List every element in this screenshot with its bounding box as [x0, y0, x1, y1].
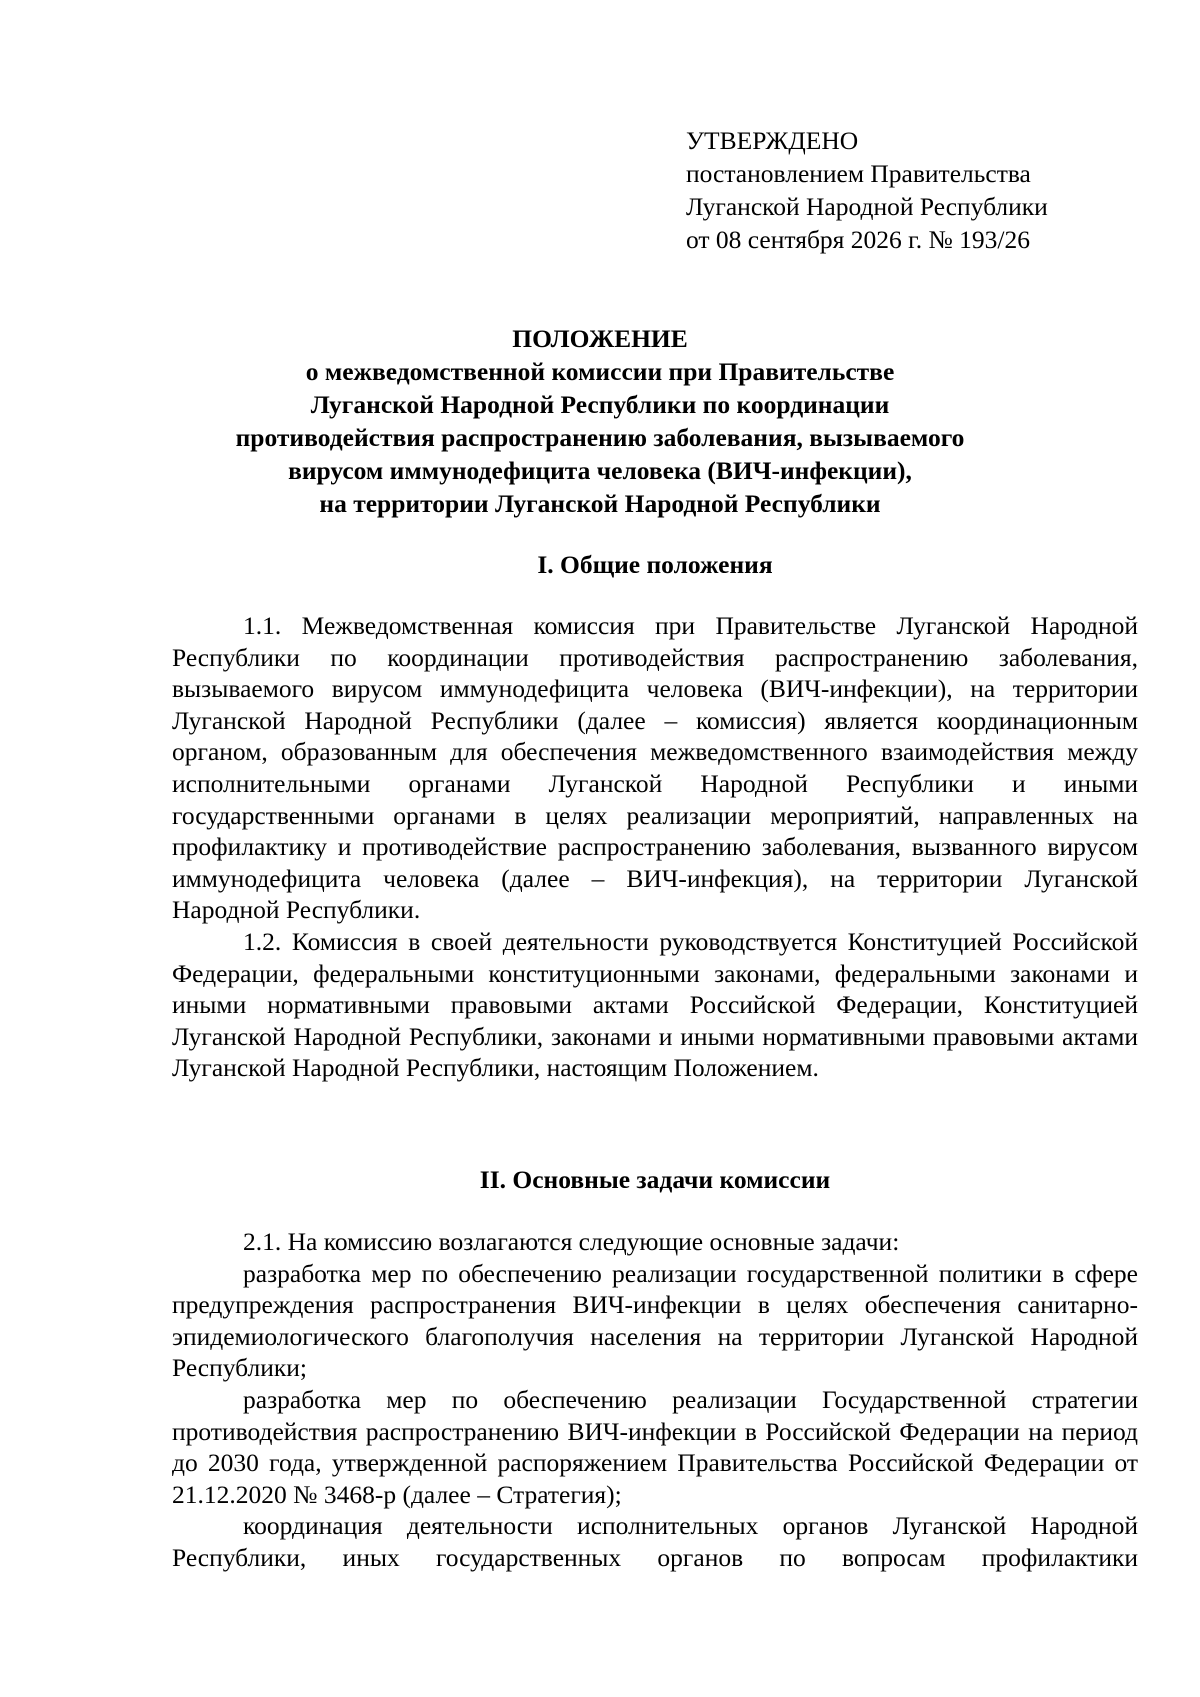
section-1-heading: I. Общие положения — [537, 550, 773, 579]
title-line-4: противодействия распространению заболевания, вызываемого — [235, 423, 965, 452]
paragraph-1-1: 1.1. Межведомственная комиссия при Правительстве Луганской Народной Республики по координации противодействия распространению заболевания, вызываемого вирусом иммунодефицита человека (ВИЧ-инфекции), на территории Луганской Народной Республики (далее – комиссия) является координационным органом, образованным для обеспечения межведомственного взаимодействия между исполнительными органами Луганской Народной Республики и иными государственными органами в целях реализации мероприятий, направленных на профилактику и противодействие распространению заболевания, вызванного вирусом иммунодефицита человека (далее – ВИЧ-инфекция), на территории Луганской Народной Республики. — [172, 611, 1138, 925]
title-line-5: вирусом иммунодефицита человека (ВИЧ-инфекции), — [288, 456, 912, 485]
approval-stamp — [686, 124, 1146, 256]
task-item-2: разработка мер по обеспечению реализации Государственной стратегии противодействия распространению ВИЧ-инфекции в Российской Федерации на период до 2030 года, утвержденной распоряжением Правительства Российской Федерации от 21.12.2020 № 3468-р (далее – Стратегия); — [172, 1384, 1138, 1509]
approval-date-number: от 08 сентября 2026 г. № 193/26 — [686, 225, 1031, 254]
title-line-3: Луганской Народной Республики по координации — [310, 390, 890, 419]
document-title — [160, 322, 1040, 520]
paragraph-1-2: 1.2. Комиссия в своей деятельности руководствуется Конституцией Российской Федерации, федеральными конституционными законами, федеральными законами и иными нормативными правовыми актами Российской Федерации, Конституцией Луганской Народной Республики, законами и иными нормативными правовыми актами Луганской Народной Республики, настоящим Положением. — [172, 926, 1138, 1083]
task-item-1: разработка мер по обеспечению реализации государственной политики в сфере предупреждения распространения ВИЧ-инфекции в целях обеспечения санитарно-эпидемиологического благополучия населения на территории Луганской Народной Республики; — [172, 1258, 1138, 1383]
approval-heading: УТВЕРЖДЕНО — [686, 126, 859, 155]
title-line-6: на территории Луганской Народной Республики — [319, 489, 881, 518]
title-line-1: ПОЛОЖЕНИЕ — [512, 324, 688, 353]
approval-republic: Луганской Народной Республики — [686, 192, 1048, 221]
task-item-3: координация деятельности исполнительных органов Луганской Народной Республики, иных государственных органов по вопросам профилактики — [172, 1511, 1138, 1572]
approval-authority: постановлением Правительства — [686, 159, 1031, 188]
section-1-body — [172, 610, 1138, 1084]
paragraph-2-1: 2.1. На комиссию возлагаются следующие основные задачи: — [243, 1227, 900, 1256]
title-line-2: о межведомственной комиссии при Правительстве — [305, 357, 895, 386]
section-2-body — [172, 1226, 1138, 1574]
section-2-heading: II. Основные задачи комиссии — [479, 1165, 831, 1194]
